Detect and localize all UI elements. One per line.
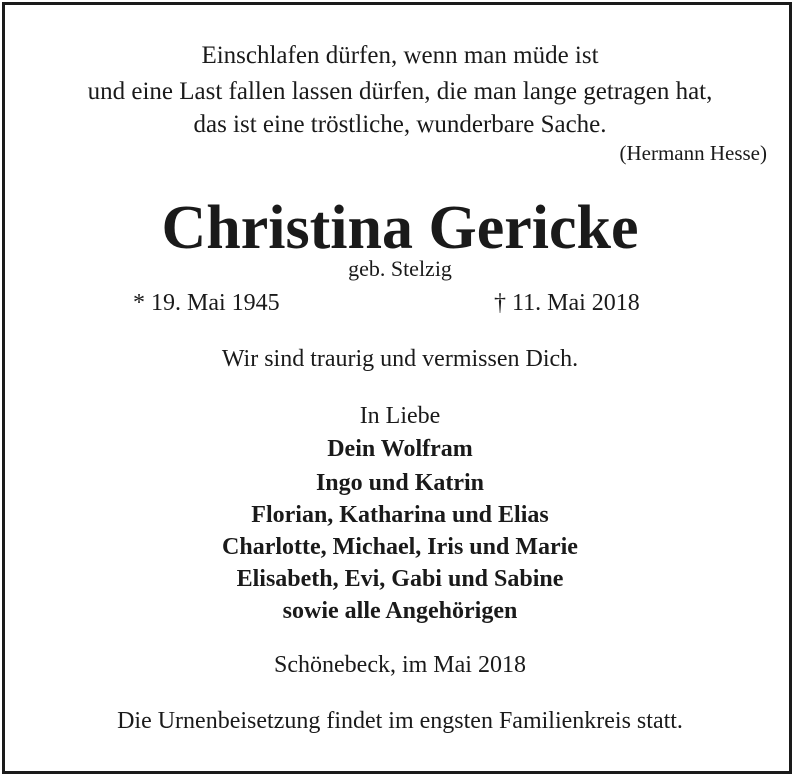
- maiden-name: geb. Stelzig: [348, 256, 452, 281]
- mourner-line: Ingo und Katrin: [315, 470, 485, 496]
- mourner-line: Elisabeth, Evi, Gabi und Sabine: [236, 566, 564, 592]
- quote-line-1: Einschlafen dürfen, wenn man müde ist: [201, 42, 599, 69]
- deceased-name: Christina Gericke: [161, 194, 639, 262]
- place-date: Schönebeck, im Mai 2018: [274, 652, 526, 678]
- quote-line-3: das ist eine tröstliche, wunderbare Sache.: [193, 111, 607, 138]
- death-date: † 11. Mai 2018: [494, 290, 640, 316]
- birth-date: * 19. Mai 1945: [133, 290, 280, 316]
- quote-line-2: und eine Last fallen lassen dürfen, die man lange getragen hat,: [87, 78, 713, 105]
- mourner-line: Dein Wolfram: [327, 436, 473, 462]
- in-love-text: In Liebe: [359, 403, 441, 429]
- mourner-line: sowie alle Angehörigen: [282, 598, 518, 624]
- quote-author: (Hermann Hesse): [619, 141, 767, 165]
- mourning-text: Wir sind traurig und vermissen Dich.: [221, 346, 579, 372]
- burial-note: Die Urnenbeisetzung findet im engsten Familienkreis statt.: [117, 708, 683, 734]
- mourner-line: Charlotte, Michael, Iris und Marie: [222, 534, 578, 560]
- mourner-line: Florian, Katharina und Elias: [251, 502, 549, 528]
